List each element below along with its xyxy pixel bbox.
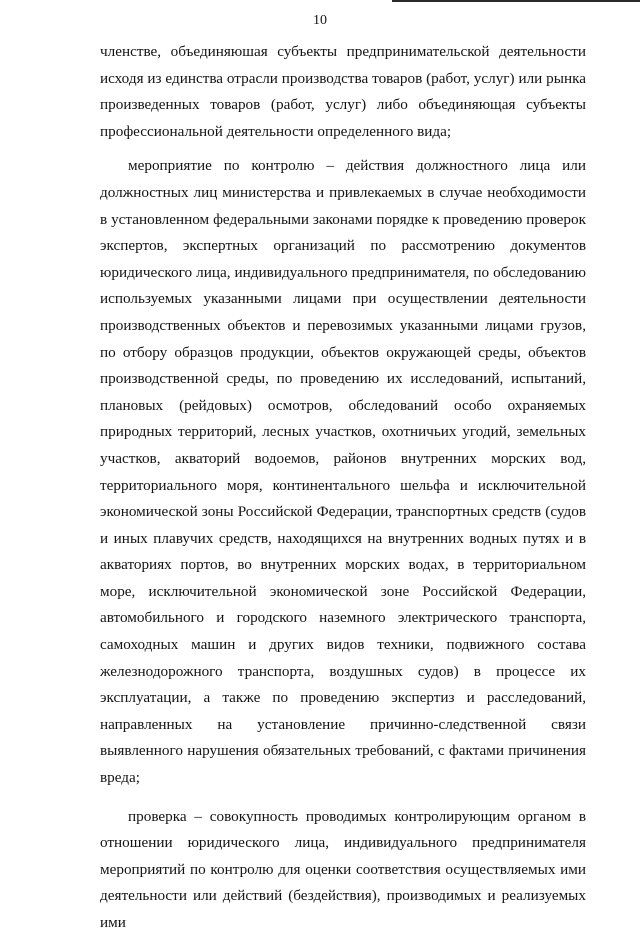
paragraph-inspection: проверка – совокупность проводимых контролирующим органом в отношении юридического лица, индивидуального предпринимателя мероприятий по контролю для оценки соответствия осуществляемых ими деятельности или действий (бездействия), производимых и реализуемых ими: [100, 807, 586, 931]
page-number: 10: [313, 13, 327, 28]
paragraph-continuation: членстве, объединяюшая субъекты предпринимательской деятельности исходя из единства отрасли производства товаров (работ, услуг) или рынка произведенных товаров (работ, услуг) либо объединяющая субъекты профессиональной деятельности определенного вида;: [100, 43, 586, 140]
top-rule: [392, 0, 640, 2]
paragraph-control-measure: мероприятие по контролю – действия должностного лица или должностных лиц министерства и привлекаемых в случае необходимости в установленном федеральными законами порядке к проведению проверок экспертов, экспертных организаций по рассмотрению документов юридического лица, индивидуального предпринимателя, по обследованию используемых указанными лицами при осуществлении деятельности производственных объектов и перевозимых указанными лицами грузов, по отбору образцов продукции, объектов окружающей среды, объектов производственной среды, по проведению их исследований, испытаний, плановых (рейдовых) осмотров, обследований особо охраняемых природных территорий, лесных участков, охотничьих угодий, земельных участков, акваторий водоемов, районов внутренних морских вод, территориального моря, континентального шельфа и исключительной экономической зоны Российской Федерации, транспортных средств (судов и иных плавучих средств, находящихся на внутренних водных путях и в акваториях портов, во внутренних морских водах, в территориальном море, исключительной экономической зоне Российской Федерации, автомобильного и городского наземного электрического транспорта, самоходных машин и других видов техники, подвижного состава железнодорожного транспорта, воздушных судов) в процессе их эксплуатации, а также по проведению экспертиз и расследований, направленных на установление причинно-следственной связи выявленного нарушения обязательных требований, с фактами причинения вреда;: [100, 157, 586, 787]
document-body: [100, 39, 586, 937]
